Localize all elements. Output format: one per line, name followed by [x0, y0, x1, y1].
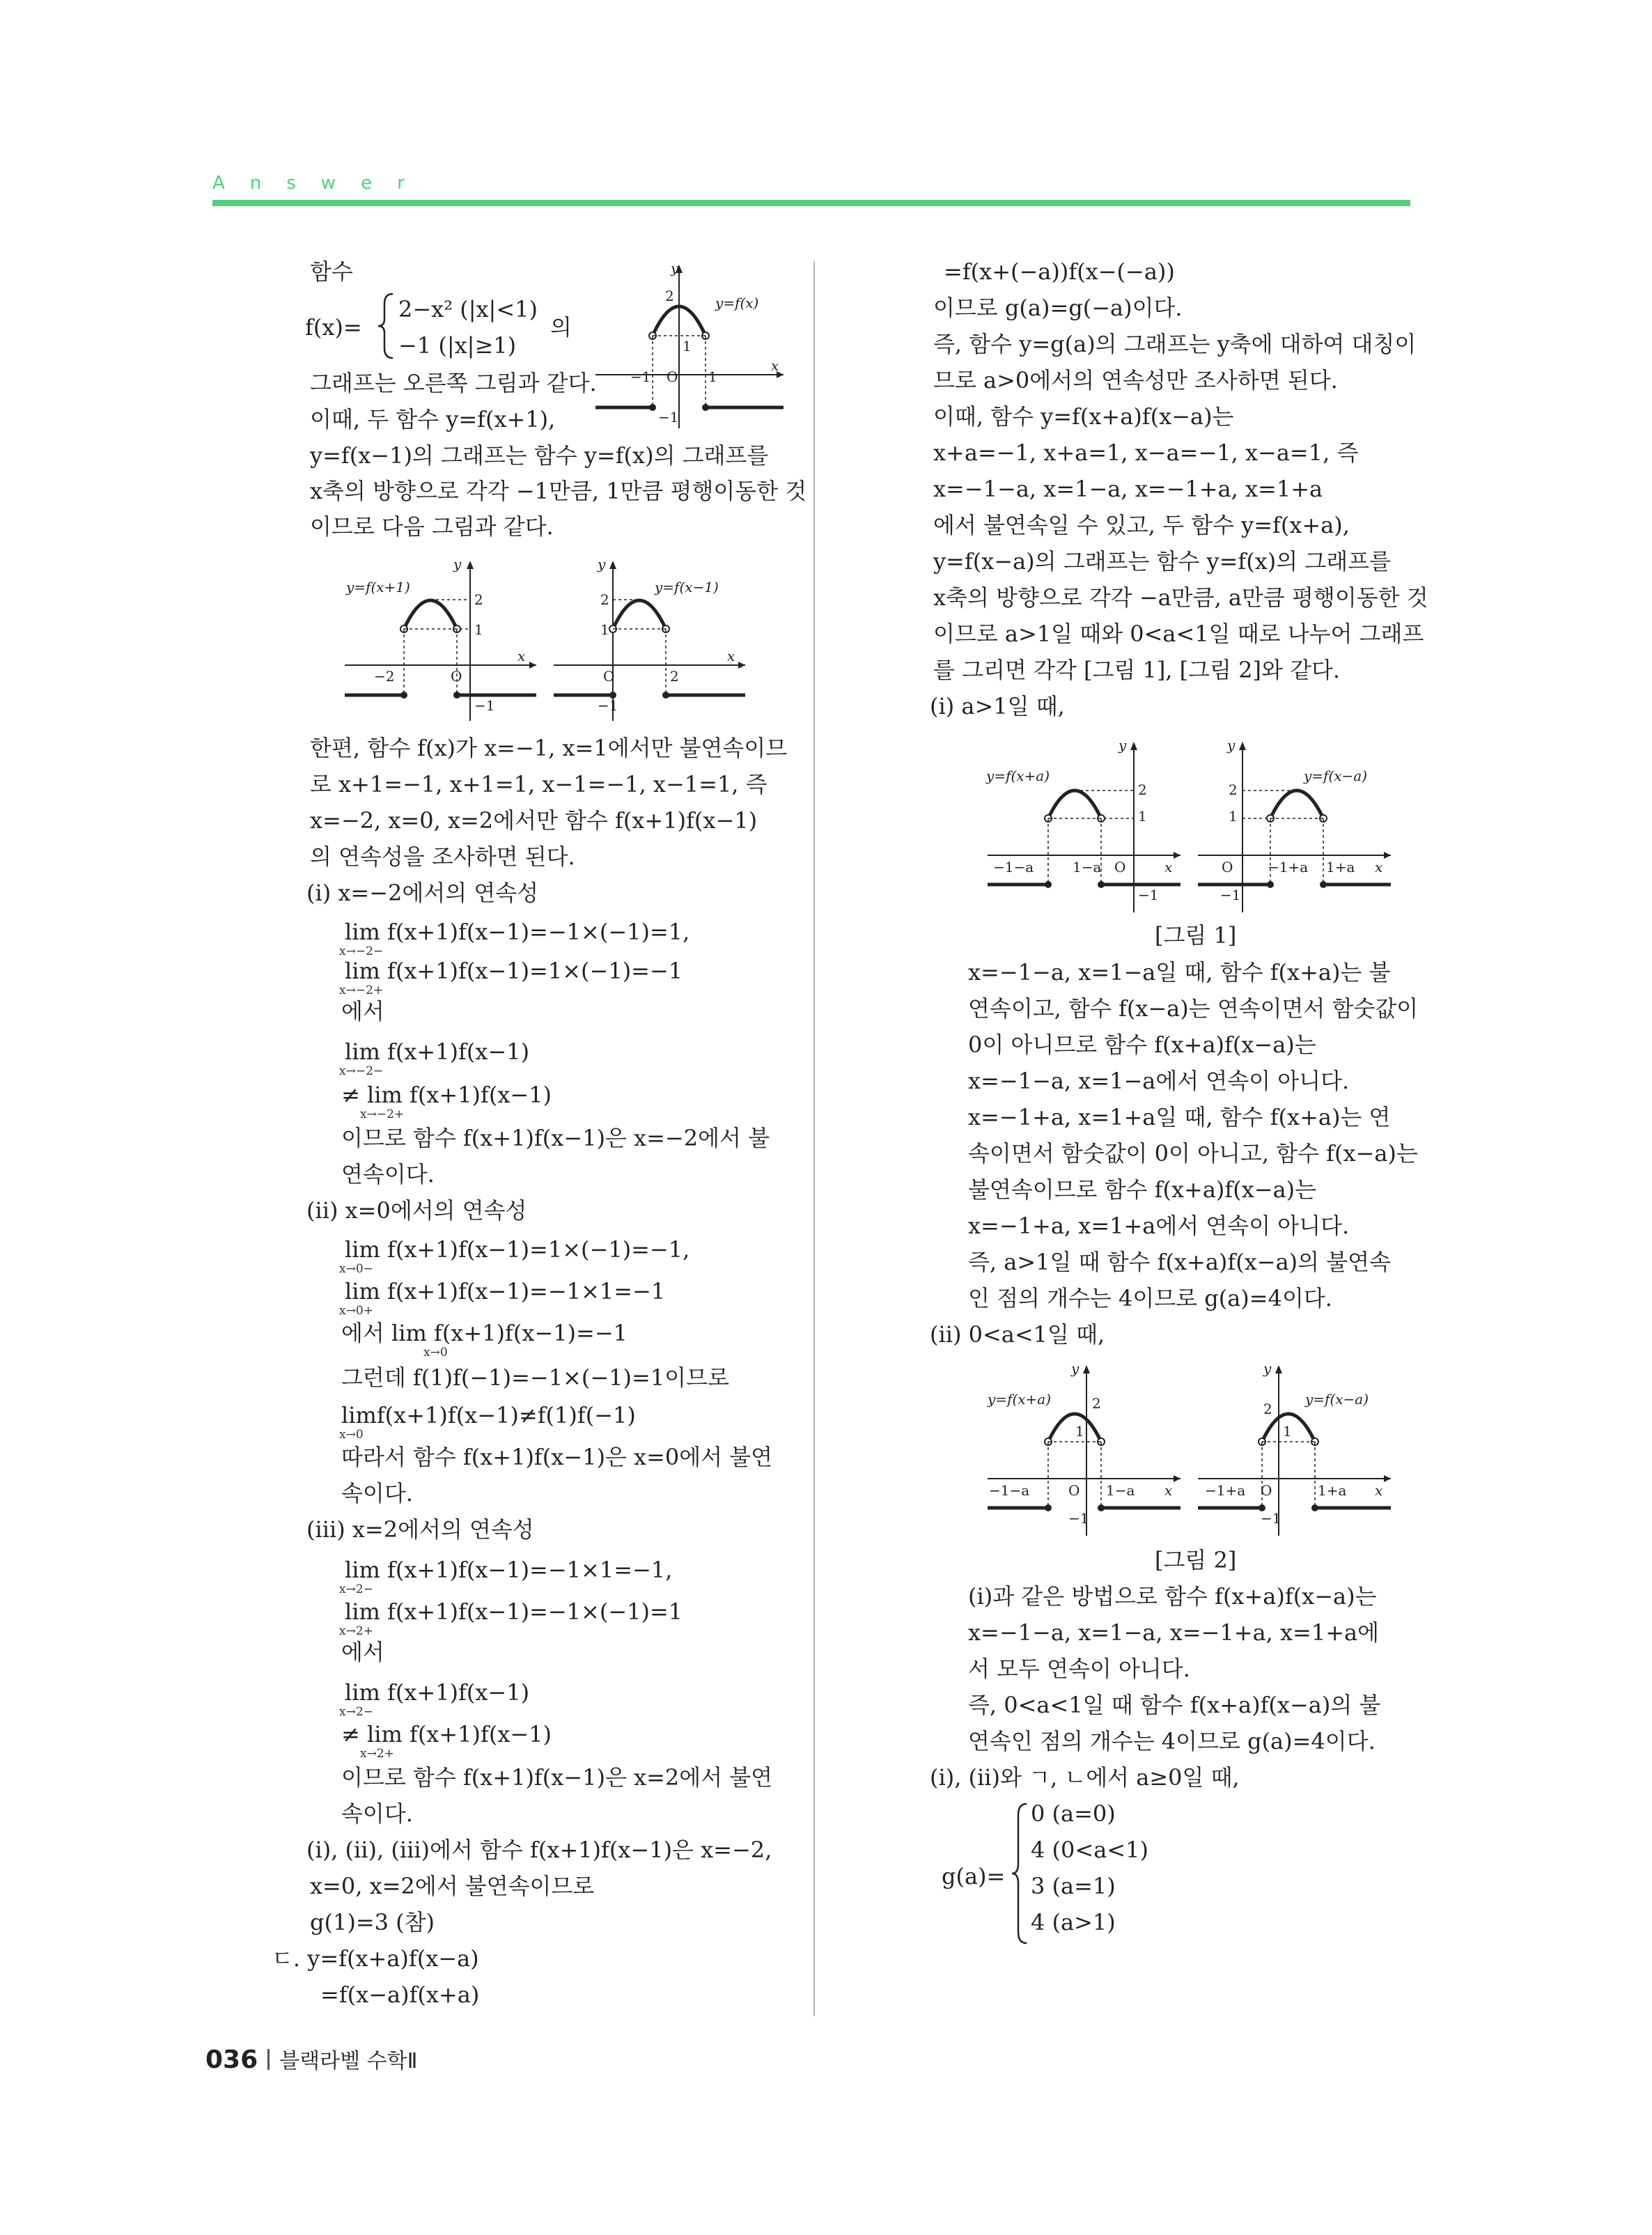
- tick-label: 2: [1263, 1401, 1272, 1417]
- text-line: 이므로 a>1일 때와 0<a<1일 때로 나누어 그래프: [933, 621, 1424, 647]
- text-line: 불연속이므로 함수 f(x+a)f(x−a)는: [968, 1176, 1317, 1203]
- text-line: =f(x+(−a))f(x−(−a)): [944, 258, 1175, 285]
- text-line: 연속이다.: [341, 1161, 435, 1187]
- axis-label: y: [1263, 1360, 1272, 1377]
- tick-label: O: [1068, 1482, 1080, 1499]
- g-case: 4 (a>1): [1031, 1909, 1116, 1936]
- tick-label: −2: [374, 668, 395, 685]
- tick-label: O: [603, 668, 615, 685]
- piecewise-lhs: f(x)=: [305, 314, 362, 341]
- text-line: 즉, a>1일 때 함수 f(x+a)f(x−a)의 불연속: [968, 1249, 1391, 1275]
- tick-label: 1: [708, 368, 717, 385]
- tick-label: O: [667, 368, 678, 385]
- text-line: x축의 방향으로 각각 −a만큼, a만큼 평행이동한 것: [933, 584, 1428, 611]
- curve-label: y=f(x): [715, 295, 759, 311]
- text-line: ㄷ. y=f(x+a)f(x−a): [272, 1945, 479, 1972]
- axis-label: y: [1227, 737, 1236, 754]
- curve-label: y=f(x−a): [1304, 768, 1368, 784]
- tick-label: 1: [1075, 1423, 1084, 1440]
- axis-label: x: [1375, 1482, 1383, 1499]
- header-rule: [212, 200, 1410, 206]
- tick-label: −1: [630, 368, 651, 385]
- tick-label: O: [1261, 1482, 1272, 1499]
- graph-fx-plus-1: [338, 554, 540, 724]
- limit-subscript: x→2−: [339, 1582, 373, 1596]
- text-line: y=f(x−a)의 그래프는 함수 y=f(x)의 그래프를: [933, 548, 1392, 575]
- limit-subscript: x→0−: [339, 1262, 373, 1276]
- text-line: 즉, 0<a<1일 때 함수 f(x+a)f(x−a)의 불: [968, 1692, 1381, 1718]
- text-line: 그래프는 오른쪽 그림과 같다.: [310, 370, 597, 396]
- tick-label: −1: [1261, 1510, 1281, 1527]
- axis-label: y: [671, 260, 679, 277]
- brace-icon: [1010, 1801, 1031, 1947]
- tick-label: 1: [1138, 808, 1147, 825]
- text-line: 에서 lim f(x+1)f(x−1)=−1: [341, 1320, 628, 1346]
- text-line: y=f(x−1)의 그래프는 함수 y=f(x)의 그래프를: [310, 442, 769, 469]
- text-line: 함수: [310, 258, 353, 285]
- text-line: 그런데 f(1)f(−1)=−1×(−1)=1이므로: [341, 1364, 729, 1391]
- axis-label: x: [771, 357, 779, 374]
- axis-label: x: [1164, 859, 1173, 875]
- tick-label: O: [451, 668, 462, 685]
- text-line: 한편, 함수 f(x)가 x=−1, x=1에서만 불연속이므: [310, 735, 788, 761]
- tick-label: −1: [474, 697, 495, 714]
- text-line: x=−1+a, x=1+a에서 연속이 아니다.: [968, 1213, 1350, 1239]
- axis-label: x: [1164, 1482, 1173, 1499]
- text-line: (ⅰ) a>1일 때,: [930, 693, 1065, 719]
- text-line: 0이 아니므로 함수 f(x+a)f(x−a)는: [968, 1031, 1316, 1058]
- tick-label: −1−a: [989, 1482, 1030, 1499]
- text-line: 에서: [341, 998, 384, 1025]
- text-line: 로 x+1=−1, x+1=1, x−1=−1, x−1=1, 즉: [310, 771, 767, 797]
- limit-subscript: x→2+: [360, 1747, 394, 1761]
- figure1-caption: [그림 1]: [1155, 922, 1237, 949]
- text-line: 속이다.: [341, 1800, 413, 1827]
- tick-label: 1: [683, 338, 692, 355]
- text-line: x=−1+a, x=1+a일 때, 함수 f(x+a)는 연: [968, 1104, 1391, 1130]
- text-line: x축의 방향으로 각각 −1만큼, 1만큼 평행이동한 것: [310, 478, 807, 504]
- tick-label: O: [1114, 859, 1126, 875]
- tick-label: 2: [474, 591, 483, 608]
- curve-label: y=f(x+a): [988, 1391, 1052, 1408]
- text-line: 속이다.: [341, 1480, 413, 1506]
- limit-subscript: x→0+: [339, 1304, 373, 1318]
- text-line: 의 연속성을 조사하면 된다.: [310, 843, 575, 870]
- tick-label: 1−a: [1106, 1482, 1135, 1499]
- text-line: (ⅰ) x=−2에서의 연속성: [306, 880, 539, 906]
- tick-label: 2: [1138, 781, 1147, 798]
- column-divider: [813, 261, 815, 2016]
- limit-subscript: x→0: [339, 1428, 364, 1442]
- tick-label: 1−a: [1073, 859, 1102, 875]
- graph-fx-minus-1: [550, 554, 752, 724]
- tick-label: −1: [598, 697, 618, 714]
- graph-fx: [589, 258, 787, 432]
- text-line: 연속이고, 함수 f(x−a)는 연속이면서 함숫값이: [968, 995, 1419, 1022]
- text-line: (ⅰ), (ⅱ), (ⅲ)에서 함수 f(x+1)f(x−1)은 x=−2,: [306, 1837, 772, 1863]
- tick-label: 1: [1229, 808, 1238, 825]
- text-line: ≠ lim f(x+1)f(x−1): [341, 1082, 552, 1108]
- tick-label: −1: [658, 409, 679, 426]
- axis-label: y: [1071, 1360, 1080, 1377]
- tick-label: 1: [1283, 1423, 1292, 1440]
- limit-subscript: x→−2−: [339, 944, 384, 958]
- text-line: 이므로 g(a)=g(−a)이다.: [933, 295, 1183, 321]
- tick-label: 1: [474, 621, 483, 638]
- axis-label: y: [598, 556, 606, 573]
- figure2-graph-fx-plus-a: [982, 1358, 1184, 1539]
- text-line: lim f(x+1)f(x−1): [345, 1679, 530, 1706]
- tick-label: 2: [665, 288, 674, 304]
- text-line: 므로 a>0에서의 연속성만 조사하면 된다.: [933, 367, 1338, 394]
- text-line: x=−1−a, x=1−a, x=−1+a, x=1+a에: [968, 1619, 1380, 1646]
- tick-label: −1+a: [1268, 859, 1309, 875]
- tick-label: O: [1222, 859, 1233, 875]
- g-piecewise-lhs: g(a)=: [942, 1863, 1006, 1890]
- text-line: 따라서 함수 f(x+1)f(x−1)은 x=0에서 불연: [341, 1444, 773, 1470]
- curve-label: y=f(x+1): [346, 579, 410, 595]
- text-line: lim f(x+1)f(x−1)=−1×(−1)=1: [345, 1598, 683, 1625]
- figure2-graph-fx-minus-a: [1192, 1358, 1394, 1539]
- text-line: 이때, 함수 y=f(x+a)f(x−a)는: [933, 403, 1234, 430]
- limit-subscript: x→2+: [339, 1624, 373, 1638]
- text-line: 속이면서 함숫값이 0이 아니고, 함수 f(x−a)는: [968, 1140, 1418, 1167]
- text-line: 를 그리면 각각 [그림 1], [그림 2]와 같다.: [933, 657, 1341, 683]
- piecewise-suffix: 의: [550, 314, 572, 341]
- figure2-caption: [그림 2]: [1155, 1547, 1237, 1573]
- page-footer: [205, 2043, 417, 2074]
- text-line: 연속인 점의 개수는 4이므로 g(a)=4이다.: [968, 1728, 1376, 1754]
- text-line: 에서: [341, 1639, 384, 1665]
- tick-label: −1: [1220, 887, 1241, 903]
- axis-label: y: [1119, 737, 1127, 754]
- g-case: 4 (0<a<1): [1031, 1837, 1148, 1863]
- brace-icon: [376, 291, 397, 361]
- tick-label: 1: [600, 621, 609, 638]
- text-line: lim f(x+1)f(x−1)=1×(−1)=−1: [345, 958, 683, 984]
- tick-label: −1: [1138, 887, 1159, 903]
- text-line: 인 점의 개수는 4이므로 g(a)=4이다.: [968, 1285, 1332, 1311]
- text-line: x=−1−a, x=1−a에서 연속이 아니다.: [968, 1068, 1350, 1094]
- tick-label: 2: [1092, 1395, 1101, 1412]
- limit-subscript: x→−2+: [360, 1107, 405, 1121]
- tick-label: −1−a: [993, 859, 1034, 875]
- text-line: lim f(x+1)f(x−1)=−1×(−1)=1,: [345, 919, 690, 945]
- g-case: 3 (a=1): [1031, 1873, 1116, 1899]
- text-line: (ⅰ)과 같은 방법으로 함수 f(x+a)f(x−a)는: [968, 1583, 1377, 1610]
- text-line: 에서 불연속일 수 있고, 두 함수 y=f(x+a),: [933, 512, 1350, 538]
- text-line: 서 모두 연속이 아니다.: [968, 1656, 1190, 1682]
- text-line: x=−1−a, x=1−a, x=−1+a, x=1+a: [933, 476, 1323, 502]
- tick-label: 2: [670, 668, 679, 685]
- curve-label: y=f(x+a): [986, 768, 1050, 784]
- text-line: 이므로 함수 f(x+1)f(x−1)은 x=−2에서 불: [341, 1125, 770, 1151]
- piecewise-case2: −1 (|x|≥1): [398, 332, 517, 359]
- curve-label: y=f(x−a): [1305, 1391, 1369, 1408]
- limit-subscript: x→−2−: [339, 1064, 384, 1078]
- text-line: lim f(x+1)f(x−1): [345, 1038, 530, 1065]
- book-title: 블랙라벨 수학Ⅱ: [279, 2049, 418, 2073]
- text-line: x=0, x=2에서 불연속이므로: [310, 1873, 595, 1899]
- tick-label: −1: [1068, 1510, 1089, 1527]
- text-line: g(1)=3 (참): [310, 1909, 435, 1936]
- text-line: ≠ lim f(x+1)f(x−1): [341, 1721, 552, 1747]
- text-line: (ⅰ), (ⅱ)와 ㄱ, ㄴ에서 a≥0일 때,: [930, 1764, 1240, 1791]
- limit-subscript: x→0: [423, 1346, 448, 1360]
- text-line: 이때, 두 함수 y=f(x+1),: [310, 406, 556, 433]
- axis-label: x: [517, 648, 526, 664]
- text-line: (ⅱ) x=0에서의 연속성: [306, 1197, 527, 1224]
- text-line: (ⅲ) x=2에서의 연속성: [306, 1516, 534, 1543]
- page-number: 036: [205, 2046, 258, 2074]
- text-line: lim f(x+1)f(x−1)=−1×1=−1,: [345, 1557, 673, 1583]
- text-line: (ⅱ) 0<a<1일 때,: [930, 1321, 1105, 1348]
- tick-label: 1+a: [1326, 859, 1355, 875]
- figure1-graph-fx-minus-a: [1192, 735, 1394, 916]
- piecewise-case1: 2−x² (|x|<1): [398, 296, 538, 322]
- footer-separator: [267, 2049, 270, 2070]
- tick-label: 1+a: [1318, 1482, 1347, 1499]
- limit-subscript: x→2−: [339, 1705, 373, 1719]
- limit-subscript: x→−2+: [339, 983, 384, 997]
- text-line: 이므로 다음 그림과 같다.: [310, 513, 554, 540]
- figure1-graph-fx-plus-a: [982, 735, 1184, 916]
- answer-header: Answer: [212, 173, 430, 194]
- text-line: limf(x+1)f(x−1)≠f(1)f(−1): [341, 1402, 636, 1428]
- g-case: 0 (a=0): [1031, 1800, 1116, 1827]
- tick-label: 2: [600, 591, 609, 608]
- text-line: x=−1−a, x=1−a일 때, 함수 f(x+a)는 불: [968, 959, 1391, 986]
- text-line: lim f(x+1)f(x−1)=−1×1=−1: [345, 1278, 666, 1305]
- text-line: 즉, 함수 y=g(a)의 그래프는 y축에 대하여 대칭이: [933, 331, 1417, 357]
- axis-label: y: [453, 556, 462, 573]
- axis-label: x: [1375, 859, 1383, 875]
- text-line: 이므로 함수 f(x+1)f(x−1)은 x=2에서 불연: [341, 1764, 773, 1791]
- text-line: =f(x−a)f(x+a): [320, 1981, 480, 2008]
- axis-label: x: [727, 648, 735, 664]
- text-line: x=−2, x=0, x=2에서만 함수 f(x+1)f(x−1): [310, 807, 758, 834]
- text-line: lim f(x+1)f(x−1)=1×(−1)=−1,: [345, 1236, 690, 1263]
- text-line: x+a=−1, x+a=1, x−a=−1, x−a=1, 즉: [933, 439, 1359, 466]
- curve-label: y=f(x−1): [655, 579, 719, 595]
- tick-label: 2: [1229, 781, 1238, 798]
- tick-label: −1+a: [1205, 1482, 1246, 1499]
